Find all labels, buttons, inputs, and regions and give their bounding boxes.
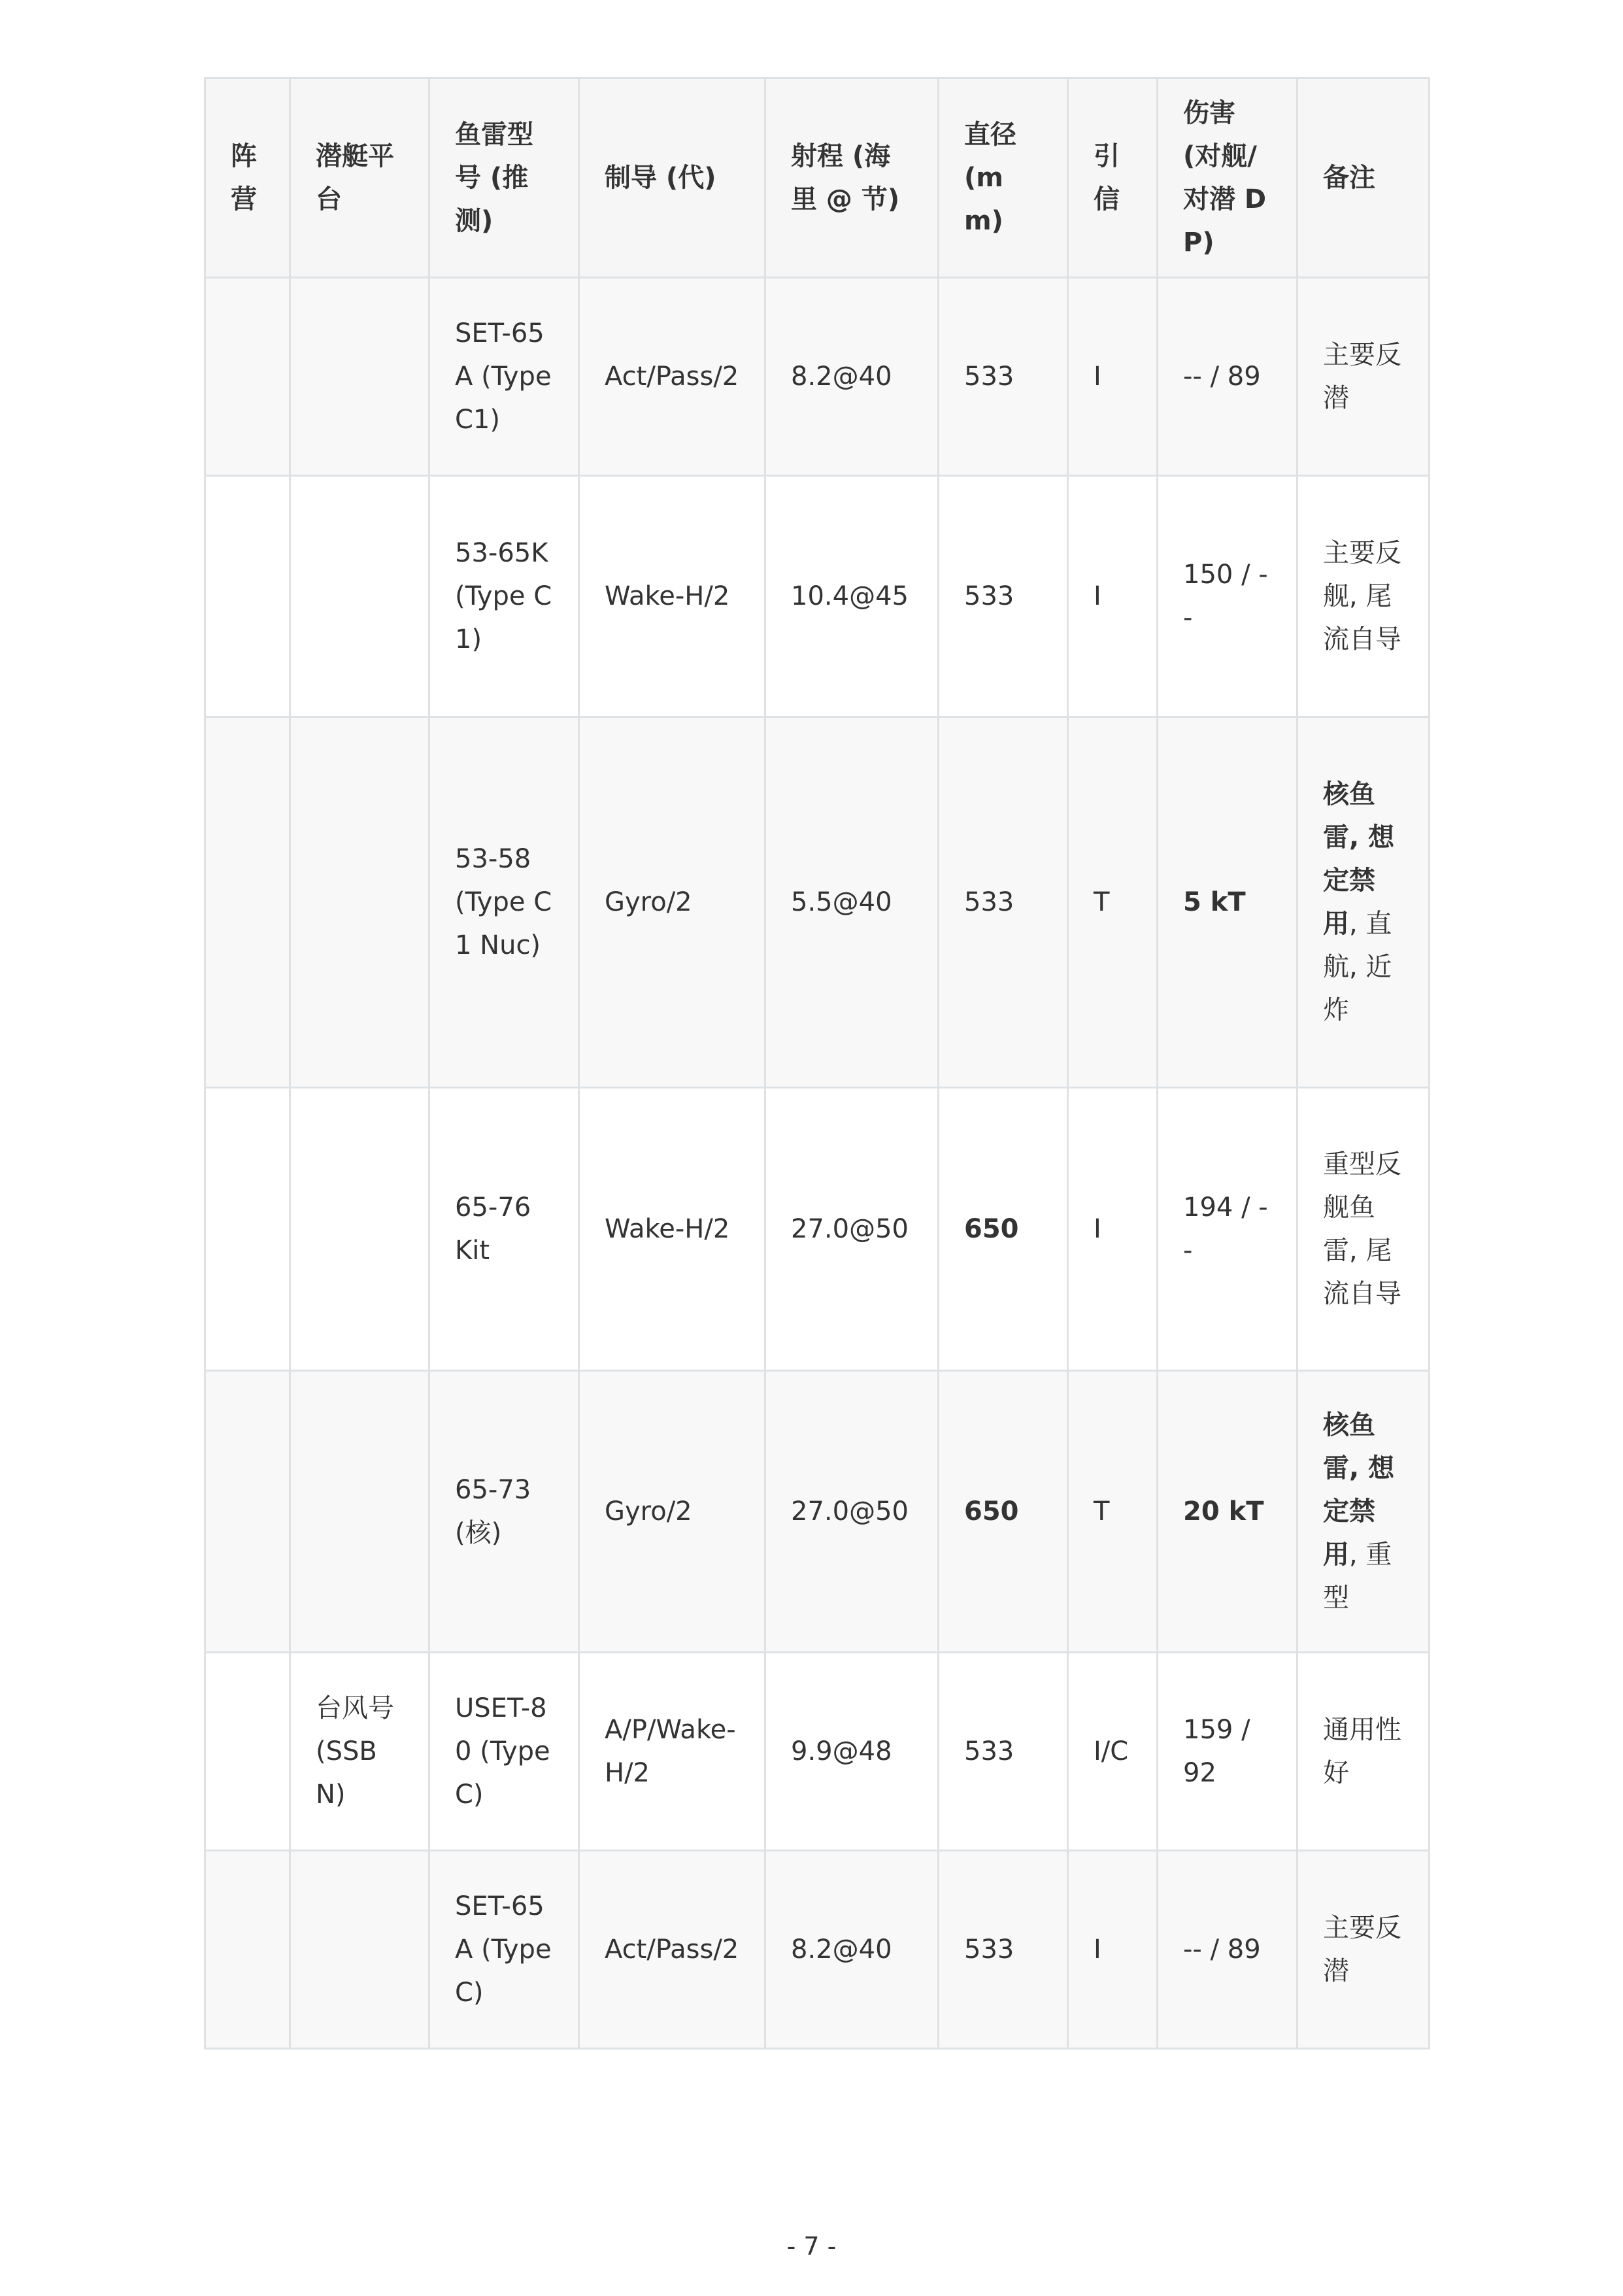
cell-range: 10.4@45 <box>765 476 939 717</box>
table-row <box>205 1851 1430 2049</box>
diameter-bold: 650 <box>964 1496 1019 1527</box>
cell-faction <box>205 278 290 476</box>
cell-damage <box>1158 1371 1297 1653</box>
header-faction: 阵营 <box>205 78 290 278</box>
cell-guidance: Wake-H/2 <box>579 476 765 717</box>
cell-faction <box>205 1851 290 2049</box>
page-number: - 7 - <box>786 2232 837 2261</box>
cell-platform <box>290 278 429 476</box>
cell-platform: 台风号 (SSBN) <box>290 1653 429 1851</box>
cell-guidance: Wake-H/2 <box>579 1088 765 1371</box>
cell-faction <box>205 476 290 717</box>
cell-range: 9.9@48 <box>765 1653 939 1851</box>
header-damage: 伤害 (对舰/对潜 DP) <box>1158 78 1297 278</box>
header-fuze: 引信 <box>1068 78 1158 278</box>
cell-notes <box>1297 717 1430 1088</box>
cell-torpedo-model: SET-65A (Type C1) <box>429 278 579 476</box>
table-row <box>205 1371 1430 1653</box>
cell-faction <box>205 1371 290 1653</box>
cell-platform <box>290 1851 429 2049</box>
header-range: 射程 (海里 @ 节) <box>765 78 939 278</box>
cell-guidance: A/P/Wake-H/2 <box>579 1653 765 1851</box>
cell-damage: -- / 89 <box>1158 278 1297 476</box>
cell-guidance: Act/Pass/2 <box>579 1851 765 2049</box>
cell-guidance: Act/Pass/2 <box>579 278 765 476</box>
cell-diameter <box>939 1371 1068 1653</box>
header-torpedo-model: 鱼雷型号 (推测) <box>429 78 579 278</box>
cell-torpedo-model: 65-73 (核) <box>429 1371 579 1653</box>
cell-torpedo-model: 53-65K (Type C1) <box>429 476 579 717</box>
cell-damage: 150 / -- <box>1158 476 1297 717</box>
damage-yield-bold: 20 kT <box>1183 1496 1264 1527</box>
cell-fuze: I <box>1068 1851 1158 2049</box>
table-row <box>205 278 1430 476</box>
damage-yield-bold: 5 kT <box>1183 887 1246 917</box>
cell-diameter: 533 <box>939 476 1068 717</box>
cell-notes: 主要反舰, 尾流自导 <box>1297 476 1430 717</box>
cell-torpedo-model: 65-76 Kit <box>429 1088 579 1371</box>
cell-diameter: 533 <box>939 278 1068 476</box>
table-row <box>205 717 1430 1088</box>
header-platform: 潜艇平台 <box>290 78 429 278</box>
cell-guidance: Gyro/2 <box>579 1371 765 1653</box>
cell-notes: 主要反潜 <box>1297 278 1430 476</box>
cell-diameter <box>939 1088 1068 1371</box>
header-diameter: 直径 (mm) <box>939 78 1068 278</box>
cell-torpedo-model: SET-65A (Type C) <box>429 1851 579 2049</box>
cell-damage: -- / 89 <box>1158 1851 1297 2049</box>
cell-fuze: I <box>1068 476 1158 717</box>
cell-damage: 159 / 92 <box>1158 1653 1297 1851</box>
cell-damage: 194 / -- <box>1158 1088 1297 1371</box>
notes-bold-text: 核鱼雷, 想定禁用 <box>1323 779 1395 939</box>
torpedo-data-table <box>204 77 1430 2050</box>
notes-rest-text: , 重型 <box>1323 1540 1392 1613</box>
cell-diameter: 533 <box>939 1653 1068 1851</box>
cell-diameter: 533 <box>939 1851 1068 2049</box>
cell-platform <box>290 1371 429 1653</box>
header-notes: 备注 <box>1297 78 1430 278</box>
cell-notes: 主要反潜 <box>1297 1851 1430 2049</box>
cell-fuze: I <box>1068 1088 1158 1371</box>
table-row <box>205 1653 1430 1851</box>
document-page <box>204 77 1428 2050</box>
cell-range: 27.0@50 <box>765 1371 939 1653</box>
cell-faction <box>205 1088 290 1371</box>
cell-fuze: T <box>1068 717 1158 1088</box>
cell-range: 8.2@40 <box>765 278 939 476</box>
cell-fuze: I/C <box>1068 1653 1158 1851</box>
cell-fuze: I <box>1068 278 1158 476</box>
cell-range: 5.5@40 <box>765 717 939 1088</box>
cell-notes: 通用性好 <box>1297 1653 1430 1851</box>
table-row <box>205 1088 1430 1371</box>
cell-damage <box>1158 717 1297 1088</box>
cell-notes <box>1297 1371 1430 1653</box>
cell-platform <box>290 1088 429 1371</box>
cell-faction <box>205 717 290 1088</box>
cell-range: 8.2@40 <box>765 1851 939 2049</box>
cell-faction <box>205 1653 290 1851</box>
notes-rest-text: , 直航, 近炸 <box>1323 909 1392 1025</box>
header-guidance: 制导 (代) <box>579 78 765 278</box>
cell-torpedo-model: USET-80 (Type C) <box>429 1653 579 1851</box>
table-header-row <box>205 78 1430 278</box>
cell-platform <box>290 717 429 1088</box>
cell-diameter: 533 <box>939 717 1068 1088</box>
cell-platform <box>290 476 429 717</box>
cell-guidance: Gyro/2 <box>579 717 765 1088</box>
diameter-bold: 650 <box>964 1214 1019 1244</box>
table-row <box>205 476 1430 717</box>
cell-range: 27.0@50 <box>765 1088 939 1371</box>
cell-notes: 重型反舰鱼雷, 尾流自导 <box>1297 1088 1430 1371</box>
cell-fuze: T <box>1068 1371 1158 1653</box>
cell-torpedo-model: 53-58 (Type C1 Nuc) <box>429 717 579 1088</box>
notes-bold-text: 核鱼雷, 想定禁用 <box>1323 1410 1395 1570</box>
